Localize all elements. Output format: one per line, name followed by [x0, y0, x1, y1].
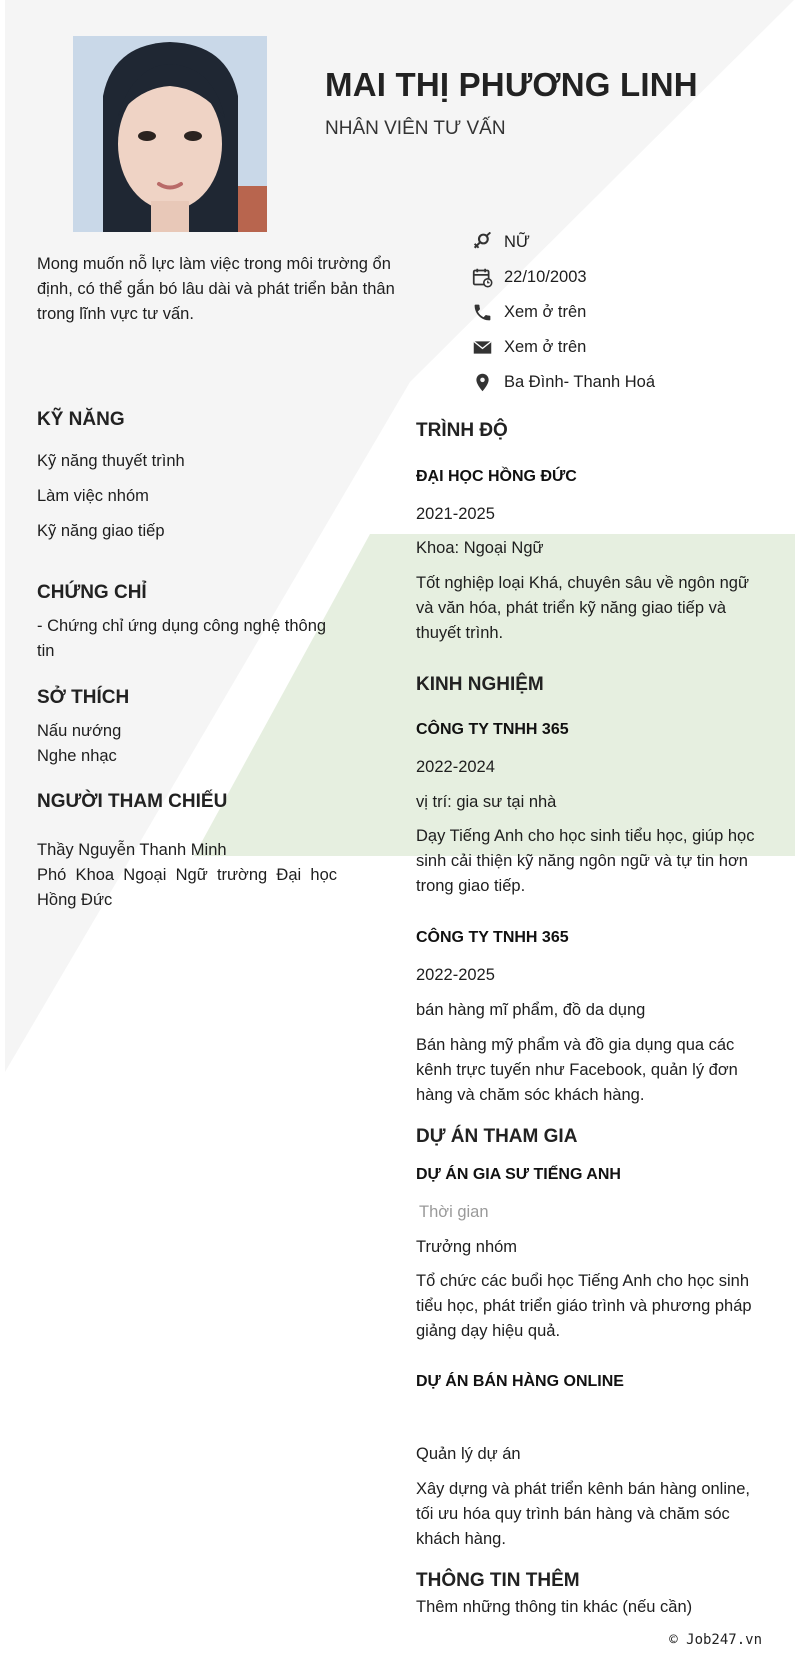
project-description: Xây dựng và phát triển kênh bán hàng online, tối ưu hóa quy trình bán hàng và chăm sóc khách hàng.	[416, 1480, 750, 1548]
gender-value: NỮ	[504, 232, 531, 251]
mail-icon	[470, 335, 494, 359]
job-title: NHÂN VIÊN TƯ VẤN	[325, 118, 506, 139]
address-row	[470, 370, 655, 394]
references-title: NGƯỜI THAM CHIẾU	[37, 791, 228, 812]
skill-item: Kỹ năng giao tiếp	[37, 522, 165, 540]
education-description: Tốt nghiệp loại Khá, chuyên sâu về ngôn ngữ và văn hóa, phát triển kỹ năng giao tiếp và thuyết trình.	[416, 574, 750, 642]
career-objective: Mong muốn nỗ lực làm việc trong môi trường ổn định, có thể gắn bó lâu dài và phát triển bản thân trong lĩnh vực tư vấn.	[37, 255, 395, 323]
experience-position: vị trí: gia sư tại nhà	[416, 793, 557, 811]
candidate-name: MAI THỊ PHƯƠNG LINH	[325, 66, 698, 103]
location-icon	[470, 370, 494, 394]
phone-icon	[470, 300, 494, 324]
certificate-text: - Chứng chỉ ứng dụng công nghệ thông tin	[37, 617, 327, 660]
school-name: ĐẠI HỌC HỒNG ĐỨC	[416, 468, 577, 485]
hobby-item: Nấu nướng	[37, 722, 122, 740]
reference-role: Phó Khoa Ngoại Ngữ trường Đại học Hồng Đức	[37, 866, 337, 909]
project-description: Tổ chức các buổi học Tiếng Anh cho học sinh tiểu học, phát triển giáo trình và phương pháp giảng dạy hiệu quả.	[416, 1272, 752, 1340]
project-time: Thời gian	[419, 1203, 489, 1221]
projects-title: DỰ ÁN THAM GIA	[416, 1126, 578, 1147]
experience-title: KINH NGHIỆM	[416, 674, 544, 695]
project-name: DỰ ÁN BÁN HÀNG ONLINE	[416, 1373, 624, 1390]
experience-period: 2022-2025	[416, 966, 495, 984]
calendar-icon	[470, 265, 494, 289]
phone-row	[470, 300, 586, 324]
extra-info-title: THÔNG TIN THÊM	[416, 1570, 580, 1591]
experience-position: bán hàng mĩ phẩm, đồ da dụng	[416, 1001, 646, 1019]
experience-company: CÔNG TY TNHH 365	[416, 721, 569, 738]
profile-photo	[73, 36, 267, 232]
gender-icon	[470, 230, 494, 254]
skill-item: Làm việc nhóm	[37, 487, 149, 505]
skills-title: KỸ NĂNG	[37, 409, 125, 430]
footer-watermark: © Job247.vn	[669, 1632, 762, 1648]
email-row	[470, 335, 586, 359]
gender-row	[470, 230, 530, 254]
birthday-row	[470, 265, 587, 289]
birthday-value: 22/10/2003	[504, 267, 587, 286]
skill-item: Kỹ năng thuyết trình	[37, 452, 185, 470]
certificates-title: CHỨNG CHỈ	[37, 582, 147, 603]
reference-name: Thầy Nguyễn Thanh Minh	[37, 841, 227, 859]
project-role: Trưởng nhóm	[416, 1238, 518, 1256]
education-period: 2021-2025	[416, 505, 495, 523]
extra-info-text: Thêm những thông tin khác (nếu cần)	[416, 1598, 693, 1616]
experience-company: CÔNG TY TNHH 365	[416, 929, 569, 946]
project-role: Quản lý dự án	[416, 1445, 521, 1463]
address-value: Ba Đình- Thanh Hoá	[504, 372, 656, 391]
project-name: DỰ ÁN GIA SƯ TIẾNG ANH	[416, 1166, 621, 1183]
education-title: TRÌNH ĐỘ	[416, 420, 508, 441]
experience-description: Bán hàng mỹ phẩm và đồ gia dụng qua các kênh trực tuyến như Facebook, quản lý đơn hàng và chăm sóc khách hàng.	[416, 1036, 738, 1104]
hobby-item: Nghe nhạc	[37, 747, 117, 765]
experience-period: 2022-2024	[416, 758, 495, 776]
hobbies-title: SỞ THÍCH	[37, 687, 130, 708]
experience-description: Dạy Tiếng Anh cho học sinh tiểu học, giúp học sinh cải thiện kỹ năng ngôn ngữ và tự tin hơn trong giao tiếp.	[416, 827, 755, 895]
education-major: Khoa: Ngoại Ngữ	[416, 539, 544, 557]
email-value: Xem ở trên	[504, 337, 587, 356]
phone-value: Xem ở trên	[504, 302, 587, 321]
